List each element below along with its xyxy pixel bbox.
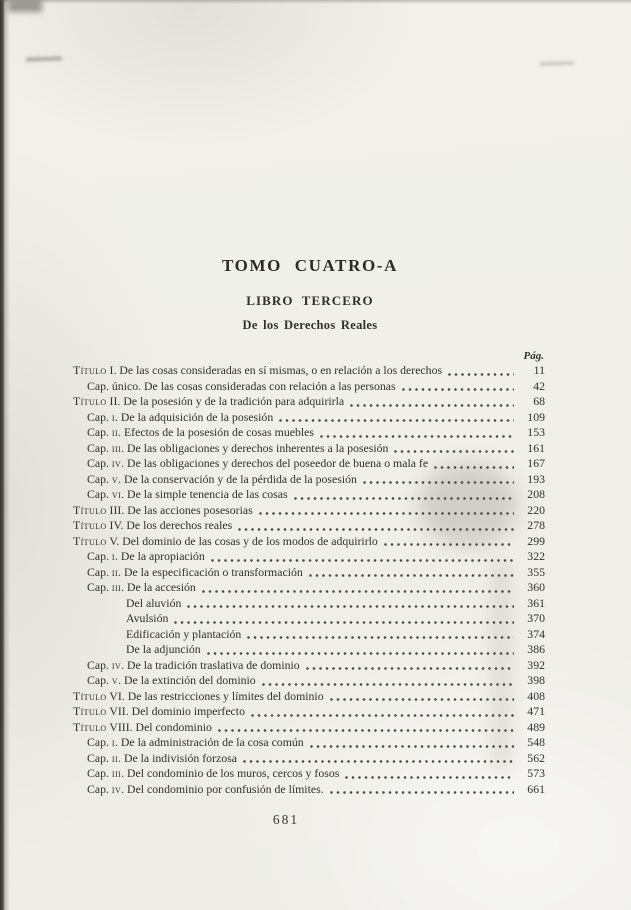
toc-entry-text: Título VI. De las restricciones y límites del dominio (73, 688, 324, 703)
toc-entry-text: Cap. v. De la extinción del dominio (87, 673, 256, 687)
toc-page-number: 386 (527, 642, 545, 656)
dot-leader (187, 605, 514, 608)
toc-page-number: 153 (527, 425, 545, 439)
dot-leader (247, 636, 514, 639)
toc-entry-text: Cap. único. De las cosas consideradas con relación a las personas (87, 378, 396, 393)
toc-row (73, 627, 545, 643)
toc-page-number: 193 (527, 471, 545, 486)
toc-page-number: 489 (527, 719, 545, 734)
toc-entry-text: Cap. iv. Del condominio por confusión de límites. (87, 781, 324, 796)
toc-row (73, 379, 545, 395)
dot-leader (309, 574, 514, 577)
toc-row (73, 565, 545, 581)
dot-leader (402, 388, 514, 391)
toc-entry-text: Título III. De las acciones posesorias (73, 502, 253, 517)
toc-row (73, 658, 545, 674)
toc-entry-text: Cap. vi. De la simple tenencia de las cosas (87, 487, 288, 501)
dot-leader (330, 791, 514, 794)
toc-entry-text: Cap. i. De la administración de la cosa común (87, 735, 304, 749)
toc-row (73, 580, 545, 596)
toc-page-number: 299 (527, 533, 545, 548)
dot-leader (320, 435, 514, 438)
toc-entry-text: Cap. ii. De la indivisión forzosa (87, 750, 237, 765)
toc-row (73, 689, 545, 705)
toc-row (73, 766, 545, 782)
toc-row (73, 782, 545, 798)
toc-entry-text: Cap. iii. De las obligaciones y derechos inherentes a la posesión (87, 440, 389, 455)
dot-leader (345, 776, 514, 779)
dot-leader (218, 729, 514, 732)
toc-row (73, 441, 545, 457)
toc-row (73, 487, 545, 503)
dot-leader (350, 404, 514, 407)
toc-page-number: 573 (527, 766, 545, 780)
toc-page-number: 109 (527, 409, 545, 424)
toc-row (73, 549, 545, 565)
toc-page-number: 370 (527, 611, 545, 625)
toc-row (73, 611, 545, 627)
dot-leader (211, 559, 514, 562)
dot-leader (279, 419, 514, 422)
toc-entry-text: Cap. v. De la conservación y de la pérdida de la posesión (87, 471, 357, 486)
toc-entry-text: Título I. De las cosas consideradas en sí mismas, o en relación a los derechos (73, 363, 443, 377)
dot-leader (243, 760, 514, 763)
toc-page-number: 322 (527, 549, 545, 563)
toc-entry-text: Cap. iii. De la accesión (87, 580, 196, 594)
dot-leader (363, 481, 514, 484)
scan-left-edge-shadow (0, 0, 10, 910)
toc-entry-text: Título VIII. Del condominio (73, 719, 212, 734)
toc-row (73, 472, 545, 488)
toc-row (73, 735, 545, 751)
toc-page-number: 360 (527, 580, 545, 594)
toc-entry-text: Cap. iii. Del condominio de los muros, cercos y fosos (87, 766, 340, 780)
dot-leader (330, 698, 514, 701)
toc-row (73, 751, 545, 767)
toc-page-number: 392 (527, 657, 545, 672)
toc-entry-text: Cap. i. De la apropiación (87, 549, 205, 563)
book-subtitle: De los Derechos Reales (242, 318, 378, 332)
book-title: LIBRO TERCERO (246, 293, 374, 308)
dot-leader (207, 652, 514, 655)
scan-top-edge-shadow (0, 0, 631, 4)
scan-smudge (26, 56, 62, 61)
toc-entry-text: Cap. ii. Efectos de la posesión de cosas muebles (87, 425, 314, 439)
toc-page-number: 11 (533, 363, 545, 377)
toc-row (73, 720, 545, 736)
toc-page-number: 278 (527, 518, 545, 532)
toc-entry-text: Cap. ii. De la especificación o transformación (87, 564, 303, 579)
toc-row (73, 704, 545, 720)
toc-entry-text: Título V. Del dominio de las cosas y de los modos de adquirirlo (73, 533, 378, 548)
toc-row (73, 456, 545, 472)
toc-row (73, 394, 545, 410)
dot-leader (294, 497, 514, 500)
dot-leader (310, 745, 514, 748)
dot-leader (448, 373, 514, 376)
toc-row (73, 425, 545, 441)
toc-page-number: 661 (527, 781, 545, 796)
dot-leader (259, 512, 514, 515)
page-column-header: Pág. (523, 350, 544, 362)
toc-row (73, 503, 545, 519)
toc-row (73, 642, 545, 658)
toc-page-number: 562 (527, 750, 545, 765)
toc-page-number: 398 (527, 673, 545, 687)
toc-page-number: 355 (527, 564, 545, 579)
toc-page-number: 408 (527, 688, 545, 703)
table-of-contents (73, 350, 545, 797)
toc-entry-text: Cap. iv. De la tradición traslativa de dominio (87, 657, 300, 672)
toc-page-number: 471 (527, 704, 545, 718)
toc-row (73, 534, 545, 550)
toc-entry-text: Título IV. De los derechos reales (73, 518, 233, 532)
dot-leader (202, 590, 514, 593)
toc-entry-text: Del aluvión (126, 595, 182, 610)
toc-page-number: 361 (527, 595, 545, 610)
toc-row (73, 673, 545, 689)
toc-row (73, 410, 545, 426)
volume-title: TOMO CUATRO-A (222, 256, 398, 275)
dot-leader (306, 667, 514, 670)
toc-page-number: 374 (527, 626, 545, 641)
toc-entry-text: Cap. iv. De las obligaciones y derechos del poseedor de buena o mala fe (87, 456, 429, 470)
toc-page-number: 548 (527, 735, 545, 749)
toc-row (73, 363, 545, 379)
toc-row (73, 518, 545, 534)
toc-row (73, 596, 545, 612)
dot-leader (174, 621, 514, 624)
toc-page-number: 208 (527, 487, 545, 501)
dot-leader (434, 466, 514, 469)
toc-page-number: 68 (533, 394, 545, 408)
dot-leader (394, 450, 514, 453)
toc-page-number: 167 (527, 456, 545, 470)
dot-leader (238, 528, 514, 531)
toc-entry-text: Cap. i. De la adquisición de la posesión (87, 409, 274, 424)
dot-leader (384, 543, 514, 546)
scan-smudge (540, 61, 574, 65)
toc-rows (73, 363, 545, 797)
dot-leader (251, 714, 514, 717)
toc-page-number: 161 (527, 440, 545, 455)
toc-page-number: 42 (533, 378, 545, 393)
toc-page-number: 220 (527, 502, 545, 517)
dot-leader (262, 683, 514, 686)
toc-entry-text: Título II. De la posesión y de la tradición para adquirirla (73, 394, 345, 408)
toc-entry-text: Avulsión (126, 611, 169, 625)
toc-entry-text: Edificación y plantación (126, 626, 242, 641)
toc-entry-text: De la adjunción (126, 642, 201, 656)
toc-entry-text: Título VII. Del dominio imperfecto (73, 704, 245, 718)
folio-page-number: 681 (272, 812, 300, 827)
